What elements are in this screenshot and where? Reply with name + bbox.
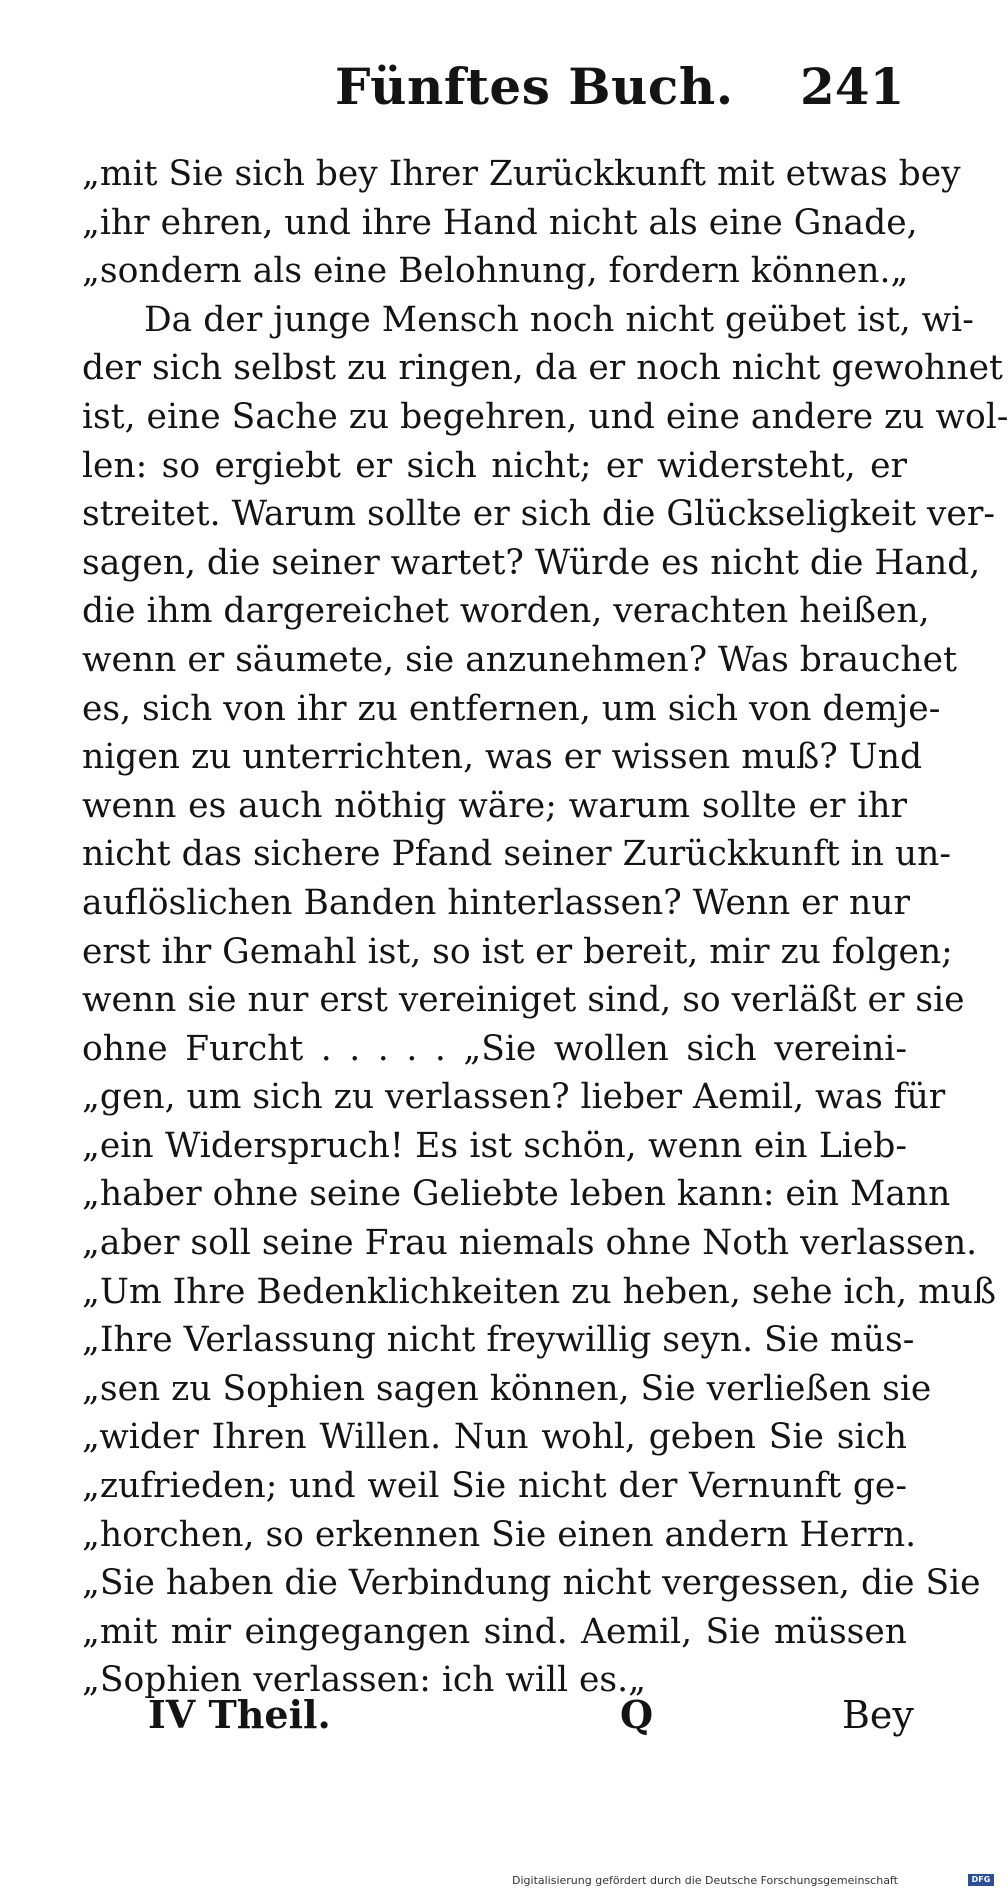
text-line: ohne Furcht . . . . . „Sie wollen sich vereini- xyxy=(82,1028,907,1069)
paragraph-start-line: Da der junge Mensch noch nicht geübet ist, wi- xyxy=(144,299,974,340)
text-line: nicht das sichere Pfand seiner Zurückkunft in un- xyxy=(82,834,951,875)
dfg-logo: DFG xyxy=(968,1874,994,1886)
page-footer xyxy=(0,1685,1000,1745)
gathering-mark: Q xyxy=(620,1692,654,1737)
text-line: auflöslichen Banden hinterlassen? Wenn er nur xyxy=(82,882,910,923)
volume-signature: IV Theil. xyxy=(148,1692,331,1737)
text-line: sagen, die seiner wartet? Würde es nicht die Hand, xyxy=(82,542,981,583)
text-line: „Ihre Verlassung nicht freywillig seyn. Sie müs- xyxy=(82,1320,915,1361)
text-line: „Sie haben die Verbindung nicht vergessen, die Sie xyxy=(82,1563,981,1604)
text-line: len: so ergiebt er sich nicht; er widersteht, er xyxy=(82,445,907,486)
text-line: der sich selbst zu ringen, da er noch nicht gewohnet xyxy=(82,348,1003,389)
text-line: nigen zu unterrichten, was er wissen muß? Und xyxy=(82,737,923,778)
text-line: streitet. Warum sollte er sich die Glückseligkeit ver- xyxy=(82,494,995,535)
running-head-title: Fünftes Buch. xyxy=(335,57,734,116)
text-line: „Um Ihre Bedenklichkeiten zu heben, sehe ich, muß xyxy=(82,1271,997,1312)
text-line: „aber soll seine Frau niemals ohne Noth verlassen. xyxy=(82,1223,978,1264)
catchword: Bey xyxy=(842,1693,914,1737)
text-line: „zufrieden; und weil Sie nicht der Vernunft ge- xyxy=(82,1466,907,1507)
page-number: 241 xyxy=(800,57,905,116)
digitization-credit: Digitalisierung gefördert durch die Deutsche Forschungsgemeinschaft xyxy=(512,1874,898,1887)
text-line: „haber ohne seine Geliebte leben kann: ein Mann xyxy=(82,1174,951,1215)
text-line: „horchen, so erkennen Sie einen andern Herrn. xyxy=(82,1514,917,1555)
text-line: es, sich von ihr zu entfernen, um sich von demje- xyxy=(82,688,941,729)
text-line: „sen zu Sophien sagen können, Sie verließen sie xyxy=(82,1368,932,1409)
text-line: ist, eine Sache zu begehren, und eine andere zu wol- xyxy=(82,396,1008,437)
text-line: „Sophien verlassen: ich will es.„ xyxy=(82,1660,646,1701)
text-line: erst ihr Gemahl ist, so ist er bereit, mir zu folgen; xyxy=(82,931,953,972)
text-line: „wider Ihren Willen. Nun wohl, geben Sie sich xyxy=(82,1417,907,1458)
body-text xyxy=(82,150,1008,1705)
text-line: wenn er säumete, sie anzunehmen? Was brauchet xyxy=(82,639,957,680)
text-line: „sondern als eine Belohnung, fordern können.„ xyxy=(82,251,909,292)
text-line: „gen, um sich zu verlassen? lieber Aemil, was für xyxy=(82,1077,946,1118)
text-line: „ein Widerspruch! Es ist schön, wenn ein Lieb- xyxy=(82,1125,907,1166)
text-line: die ihm dargereichet worden, verachten heißen, xyxy=(82,591,930,632)
text-line: wenn es auch nöthig wäre; warum sollte er ihr xyxy=(82,785,907,826)
running-head xyxy=(0,52,1000,122)
text-line: „ihr ehren, und ihre Hand nicht als eine Gnade, xyxy=(82,202,918,243)
text-line: „mit Sie sich bey Ihrer Zurückkunft mit etwas bey xyxy=(82,154,961,194)
text-line: „mit mir eingegangen sind. Aemil, Sie müssen xyxy=(82,1611,907,1652)
text-line: wenn sie nur erst vereiniget sind, so verläßt er sie xyxy=(82,980,965,1021)
